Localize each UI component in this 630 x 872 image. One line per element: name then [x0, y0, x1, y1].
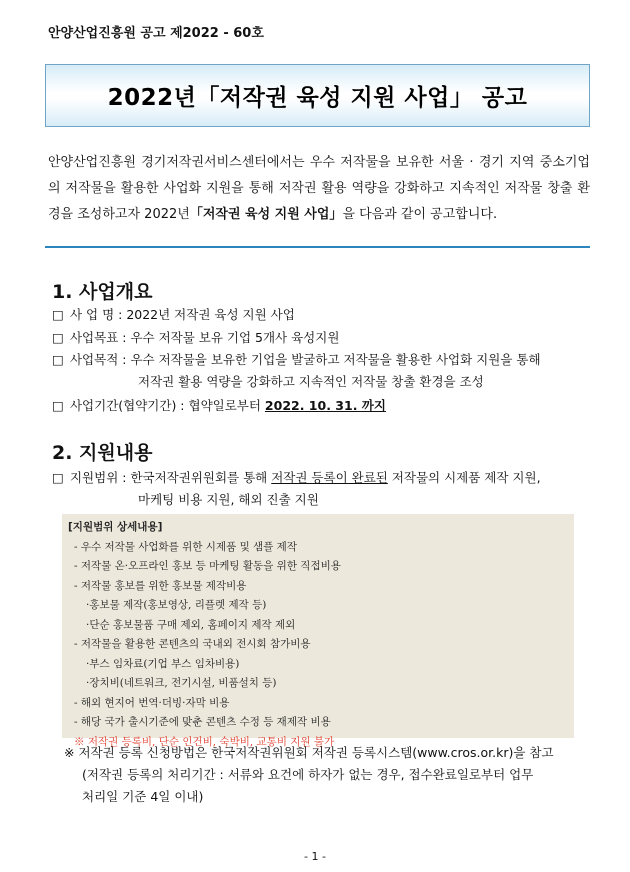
- scope-continuation: 마케팅 비용 지원, 해외 진출 지원: [138, 492, 319, 507]
- checkbox-icon: □: [52, 352, 64, 367]
- intro-paragraph: [48, 150, 590, 228]
- detail-line: - 우수 저작물 사업화를 위한 시제품 및 샘플 제작: [74, 540, 297, 553]
- support-detail-box: [62, 514, 574, 748]
- overview-item-name: [52, 304, 592, 326]
- registration-note: [64, 742, 592, 808]
- detail-subline: ·단순 홍보물품 구매 제외, 홈페이지 제작 제외: [86, 618, 296, 631]
- period-end-date: 2022. 10. 31. 까지: [264, 398, 386, 413]
- overview-item-text: 사업목적 : 우수 저작물을 보유한 기업을 발굴하고 저작물을 활용한 사업화 지원을 통해: [69, 352, 541, 367]
- checkbox-icon: □: [52, 398, 64, 413]
- divider-line: [45, 246, 590, 248]
- intro-program-name: 「저작권 육성 지원 사업」: [189, 207, 343, 222]
- page-title: 2022년「저작권 육성 지원 사업」 공고: [107, 85, 528, 111]
- note-line: 처리일 기준 4일 이내): [82, 789, 204, 804]
- detail-subline: ·부스 임차료(기업 부스 임차비용): [86, 657, 240, 670]
- note-line: (저작권 등록의 처리기간 : 서류와 요건에 하자가 없는 경우, 접수완료일로부터 업무: [82, 767, 534, 782]
- detail-title: [지원범위 상세내용]: [68, 521, 163, 533]
- support-scope: [52, 467, 592, 511]
- overview-item-text: 사업기간(협약기간) : 협약일로부터: [69, 398, 265, 413]
- overview-item-text: 사 업 명 : 2022년 저작권 육성 지원 사업: [69, 307, 295, 322]
- overview-item-goal: [52, 327, 592, 349]
- checkbox-icon: □: [52, 307, 64, 322]
- scope-text-tail: 저작물의 시제품 제작 지원,: [387, 470, 541, 485]
- overview-item-period: [52, 395, 592, 417]
- scope-underlined: 저작권 등록이 완료된: [271, 470, 388, 485]
- checkbox-icon: □: [52, 470, 64, 485]
- overview-item-continuation: 저작권 활용 역량을 강화하고 지속적인 저작물 창출 환경을 조성: [138, 374, 484, 389]
- document-number: 안양산업진흥원 공고 제2022 - 60호: [48, 26, 264, 41]
- overview-item-purpose: [52, 349, 592, 393]
- checkbox-icon: □: [52, 330, 64, 345]
- detail-warning: ※ 저작권 등록비, 단순 인건비, 숙박비, 교통비 지원 불가: [74, 735, 335, 748]
- detail-line: - 저작물 홍보를 위한 홍보물 제작비용: [74, 579, 247, 592]
- detail-line: - 저작물을 활용한 콘텐츠의 국내외 전시회 참가비용: [74, 638, 311, 650]
- detail-line: - 해당 국가 출시기준에 맞춘 콘텐츠 수정 등 재제작 비용: [74, 716, 331, 728]
- detail-subline: ·장치비(네트워크, 전기시설, 비품설치 등): [86, 677, 277, 689]
- scope-text: 지원범위 : 한국저작권위원회를 통해: [69, 470, 272, 485]
- detail-subline: ·홍보물 제작(홍보영상, 리플렛 제작 등): [86, 599, 267, 611]
- detail-line: - 해외 현지어 번역·더빙·자막 비용: [74, 696, 230, 709]
- intro-tail: 을 다음과 같이 공고합니다.: [342, 207, 498, 222]
- detail-line: - 저작물 온·오프라인 홍보 등 마케팅 활동을 위한 직접비용: [74, 560, 341, 572]
- page-number: - 1 -: [304, 850, 326, 863]
- note-line: ※ 저작권 등록 신청방법은 한국저작권위원회 저작권 등록시스템(www.cros.or.kr)을 참고: [64, 745, 554, 760]
- title-banner: [45, 64, 590, 127]
- section2-heading: 2. 지원내용: [52, 442, 153, 464]
- intro-lead: 안양산업진흥원 경기저작권서비스센터에서는 우수 저작물을 보유한 서울 · 경기 지역 중소기업의 저작물을 활용한 사업화 지원을 통해 저작권 활용 역량을 강화하고 지속적인 저작물 창출 환경을 조성하고자 2022년: [48, 155, 590, 222]
- section1-heading: 1. 사업개요: [52, 281, 153, 303]
- overview-item-text: 사업목표 : 우수 저작물 보유 기업 5개사 육성지원: [69, 330, 340, 345]
